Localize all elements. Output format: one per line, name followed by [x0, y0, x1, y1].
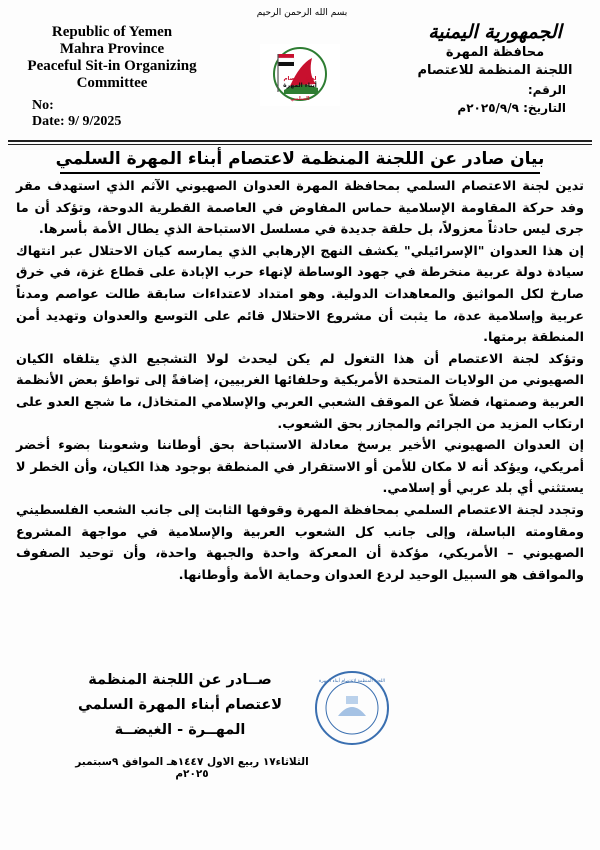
paragraph: وتؤكد لجنة الاعتصام أن هذا التغول لم يكن ليحدث لولا التشجيع الذي يتلقاه الكيان الصهيوني من الولايات المتحدة الأمريكية وحلفائها الغربيين، إضافةً إلى تواطؤ بعض الأنظمة العربية وصمتها، فضلاً عن الموقف الشعبي العربي والإسلامي المتخاذل، ما شجع العدو على ارتكاب المزيد من الجرائم والمجازر بحق الشعوب. [16, 351, 584, 432]
header-province-ar: محافظة المهرة [445, 45, 545, 60]
official-stamp [312, 668, 392, 748]
title-underline [60, 172, 540, 174]
date-label-en: Date: 9/ 9/2025 [32, 114, 122, 129]
header-republic-en: Republic of Yemen [51, 24, 173, 40]
stamp-text: اللجنة المنظمة لاعتصام أبناء المهرة [319, 679, 385, 684]
header-committee-en-1: Peaceful Sit-in Organizing [27, 58, 197, 74]
number-label-en: No: [32, 98, 54, 113]
statement-body [16, 176, 584, 586]
header-arabic [410, 20, 580, 116]
header-committee-en-2: Committee [76, 75, 148, 91]
paragraph: إن هذا العدوان "الإسرائيلي" يكشف النهج الإرهابي الذي يمارسه كيان الاحتلال عبر انتهاك سيادة دولة عربية منخرطة في جهود الوساطة لإنهاء حرب الإبادة على قطاع غزة، في خرق صارخ لكل المواثيق والمعاهدات الدولية. وهو امتداد لاعتداءات سابقة طالت عواصم ومدناً عربية وإسلامية عدة، ما يثبت أن مشروع الاحتلال قائم على التوسع والعدوان وتهديد أمن المنطقة برمتها. [16, 243, 584, 346]
header-divider-thin [8, 144, 592, 145]
header-english [14, 24, 210, 92]
signature-line-2: لاعتصام أبناء المهرة السلمي [77, 697, 283, 713]
header-republic-ar: الجمهورية اليمنية [428, 21, 562, 43]
number-label-ar: الرقم: [527, 83, 566, 97]
statement-title: بيان صادر عن اللجنة المنظمة لاعتصام أبناء المهرة السلمي [55, 149, 545, 169]
paragraph: إن العدوان الصهيوني الأخير يرسخ معادلة الاستباحة بحق أوطاننا وشعوبنا بضوء أخضر أمريكي، ويؤكد أنه لا مكان للأمن أو الاستقرار في المنطقة بوجود هذا الكيان، وأن الخطر لا يستثني أي بلد عربي أو إسلامي. [16, 438, 584, 497]
logo-text-3: السلمي [290, 96, 310, 102]
logo-text-1: لجنة اعتصام [283, 76, 317, 82]
header-committee-ar: اللجنة المنظمة للاعتصام [417, 63, 573, 78]
basmala: بسم الله الرحمن الرحيم [256, 8, 348, 18]
committee-logo [260, 44, 340, 106]
signature-block [60, 668, 300, 743]
date-label-ar: التاريخ: ٢٠٢٥/٩/٩م [457, 101, 566, 115]
signature-line-1: صــادر عن اللجنة المنظمة [88, 672, 272, 688]
hijri-gregorian-date: الثلاثاء١٧ ربيع الاول ١٤٤٧هـ الموافق ٩سبتمبر ٢٠٢٥م [75, 756, 309, 780]
signature-line-3: المهــرة - الغيضــة [114, 722, 246, 738]
header-province-en: Mahra Province [59, 41, 165, 57]
paragraph: وتجدد لجنة الاعتصام السلمي بمحافظة المهرة وقوفها الثابت إلى جانب الشعب الفلسطيني ومقاومته الباسلة، وإلى جانب كل الشعوب العربية والإسلامية في مواجهة المشروع الصهيوني – الأمريكي، مؤكدة أن المعركة واحدة والجبهة واحدة، وأن توحيد الصفوف والمواقف هو السبيل الوحيد لردع العدوان وحماية الأمة وأوطانها. [16, 502, 584, 583]
paragraph: تدين لجنة الاعتصام السلمي بمحافظة المهرة العدوان الصهيوني الآثم الذي استهدف مقر وفد حركة المقاومة الإسلامية حماس المفاوض في العاصمة القطرية الدوحة، وتؤكد أن ما جرى ليس حادثاً معزولاً، بل حلقة جديدة في مسلسل الاستباحة الذي يطال الأمة بأسرها. [16, 179, 584, 238]
header-divider [8, 140, 592, 142]
header-meta-en [32, 98, 121, 130]
logo-text-2: أبناء المهرة [283, 82, 317, 89]
